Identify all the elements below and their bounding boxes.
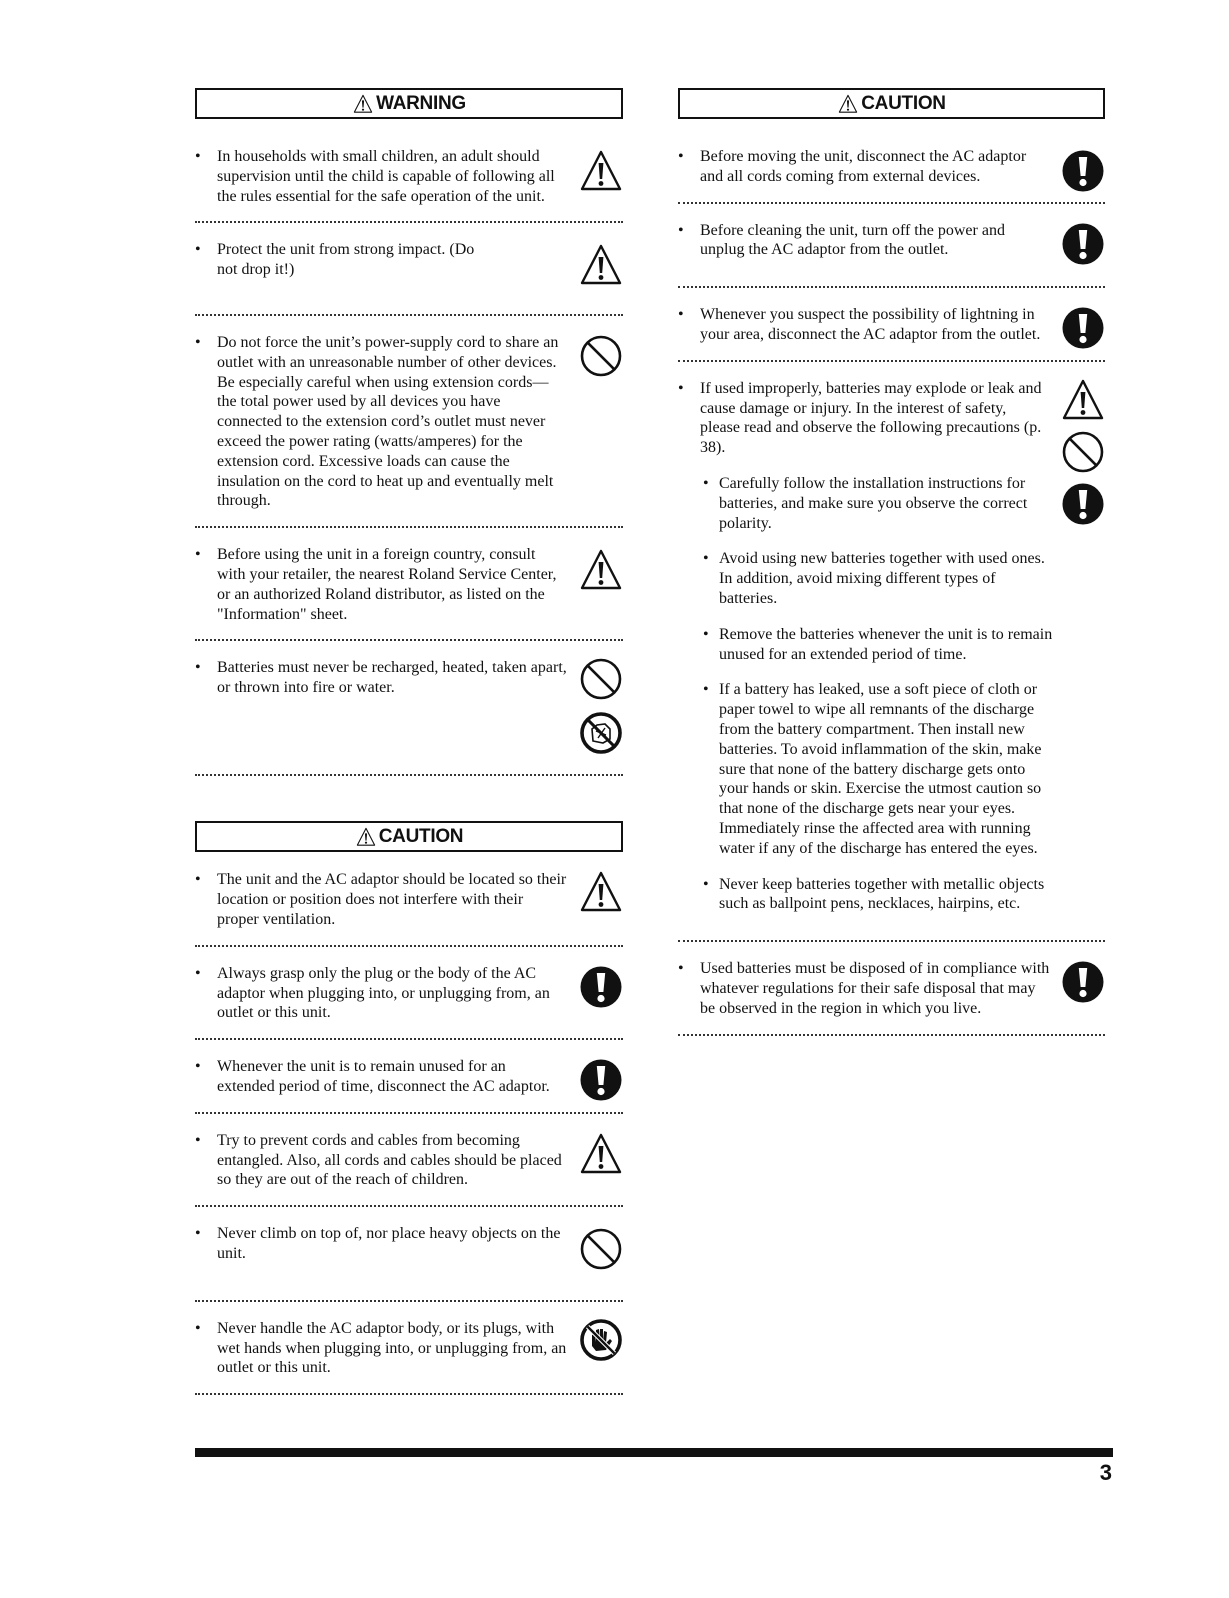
sub-list-item: • Never keep batteries together with metallic objects such as ballpoint pens, necklaces, hairpins, etc. bbox=[678, 875, 1057, 915]
prohibition-icon bbox=[579, 1227, 623, 1271]
no-wet-hands-icon bbox=[579, 1318, 623, 1362]
list-item-text: • Before moving the unit, disconnect the AC adaptor and all cords coming from external devices. bbox=[678, 147, 1050, 187]
caution-item-lightning bbox=[678, 288, 1105, 362]
caution-item-unused bbox=[195, 1040, 623, 1114]
warning-triangle-icon bbox=[579, 149, 623, 193]
list-item-text: • Before cleaning the unit, turn off the power and unplug the AC adaptor from the outlet. bbox=[678, 221, 1050, 261]
list-item-text: • Do not force the unit’s power-supply cord to share an outlet with an unreasonable number of other devices. Be especially careful when using extension cords—the total power used by all devices you have connected to the extension cord’s outlet must never exceed the power rating (watts/amperes) for the extension cord. Excessive loads can cause the insulation on the cord to heat up and eventually melt through. bbox=[195, 333, 567, 511]
page-number: 3 bbox=[1099, 1460, 1112, 1485]
list-item-text: • Never climb on top of, nor place heavy objects on the unit. bbox=[195, 1224, 567, 1264]
warning-triangle-icon bbox=[579, 870, 623, 914]
no-disassembly-icon bbox=[579, 711, 623, 755]
mandatory-action-icon bbox=[1061, 482, 1105, 526]
sub-list-item: • Carefully follow the installation instructions for batteries, and make sure you observe the correct polarity. bbox=[678, 474, 1057, 533]
sub-list-item: • Remove the batteries whenever the unit is to remain unused for an extended period of time. bbox=[678, 625, 1057, 665]
list-item-text: • Used batteries must be disposed of in compliance with whatever regulations for their safe disposal that may be observed in the region in which you live. bbox=[678, 959, 1050, 1018]
warning-header bbox=[195, 88, 623, 119]
caution-item-moving bbox=[678, 119, 1105, 204]
warning-item-supervision bbox=[195, 119, 623, 223]
sub-list-item: • Avoid using new batteries together with used ones. In addition, avoid mixing different types of batteries. bbox=[678, 549, 1057, 608]
list-item-text: • Never handle the AC adaptor body, or its plugs, with wet hands when plugging into, or unplugging from, an outlet or this unit. bbox=[195, 1319, 567, 1378]
mandatory-action-icon bbox=[579, 1058, 623, 1102]
caution-header-right bbox=[678, 88, 1105, 119]
list-item-text: • In households with small children, an adult should supervision until the child is capable of following all the rules essential for the safe operation of the unit. bbox=[195, 147, 567, 206]
caution-item-cables bbox=[195, 1114, 623, 1207]
caution-title: CAUTION bbox=[378, 825, 464, 847]
warning-triangle-icon bbox=[1061, 378, 1105, 422]
list-item-text: • Protect the unit from strong impact. (Do not drop it!) bbox=[195, 240, 477, 280]
warning-item-impact bbox=[195, 223, 623, 316]
caution-header-left bbox=[195, 821, 623, 852]
list-item-text: • Batteries must never be recharged, heated, taken apart, or thrown into fire or water. bbox=[195, 658, 567, 698]
warning-title: WARNING bbox=[376, 92, 466, 114]
list-item-text: • Always grasp only the plug or the body of the AC adaptor when plugging into, or unplugging from, an outlet or this unit. bbox=[195, 964, 567, 1023]
caution-item-ventilation bbox=[195, 852, 623, 946]
prohibition-icon bbox=[579, 334, 623, 378]
caution-icon bbox=[837, 94, 859, 114]
caution-icon bbox=[355, 827, 377, 847]
caution-title: CAUTION bbox=[861, 92, 946, 114]
mandatory-action-icon bbox=[1061, 222, 1105, 266]
caution-item-climb bbox=[195, 1207, 623, 1302]
warning-item-foreign-country bbox=[195, 528, 623, 641]
caution-item-grasp-plug bbox=[195, 947, 623, 1040]
caution-item-disposal bbox=[678, 942, 1105, 1035]
list-item-text: • Before using the unit in a foreign country, consult with your retailer, the nearest Roland Service Center, or an authorized Roland distributor, as listed on the "Information" sheet. bbox=[195, 545, 567, 624]
right-column bbox=[678, 88, 1105, 1036]
warning-triangle-icon bbox=[579, 548, 623, 592]
caution-item-batteries bbox=[678, 362, 1105, 942]
mandatory-action-icon bbox=[1061, 960, 1105, 1004]
list-item-text: • Whenever the unit is to remain unused for an extended period of time, disconnect the AC adaptor. bbox=[195, 1057, 567, 1097]
mandatory-action-icon bbox=[1061, 149, 1105, 193]
list-item-text: • The unit and the AC adaptor should be located so their location or position does not interfere with their proper ventilation. bbox=[195, 870, 567, 929]
left-column bbox=[195, 88, 623, 1395]
warning-triangle-icon bbox=[579, 1132, 623, 1176]
caution-item-cleaning bbox=[678, 204, 1105, 289]
warning-triangle-icon bbox=[579, 243, 623, 287]
sub-list-item: • If a battery has leaked, use a soft piece of cloth or paper towel to wipe all remnants of the discharge from the battery compartment. Then install new batteries. To avoid inflammation of the skin, make sure that none of the battery discharge gets onto your hands or skin. Exercise the utmost caution so that none of the discharge gets near your eyes. Immediately rinse the affected area with running water if any of the discharge has entered the eyes. bbox=[678, 680, 1057, 858]
list-item-text: • Whenever you suspect the possibility of lightning in your area, disconnect the AC adaptor from the outlet. bbox=[678, 305, 1050, 345]
mandatory-action-icon bbox=[1061, 306, 1105, 350]
footer-rule bbox=[195, 1448, 1113, 1457]
warning-item-power-cord bbox=[195, 316, 623, 528]
warning-icon bbox=[352, 94, 374, 114]
prohibition-icon bbox=[579, 657, 623, 701]
list-item-text: • If used improperly, batteries may explode or leak and cause damage or injury. In the interest of safety, please read and observe the following precautions (p. 38). bbox=[678, 379, 1050, 458]
list-item-text: • Try to prevent cords and cables from becoming entangled. Also, all cords and cables should be placed so they are out of the reach of children. bbox=[195, 1131, 567, 1190]
mandatory-action-icon bbox=[579, 965, 623, 1009]
warning-item-batteries bbox=[195, 641, 623, 776]
prohibition-icon bbox=[1061, 430, 1105, 474]
caution-item-wet-hands bbox=[195, 1302, 623, 1395]
